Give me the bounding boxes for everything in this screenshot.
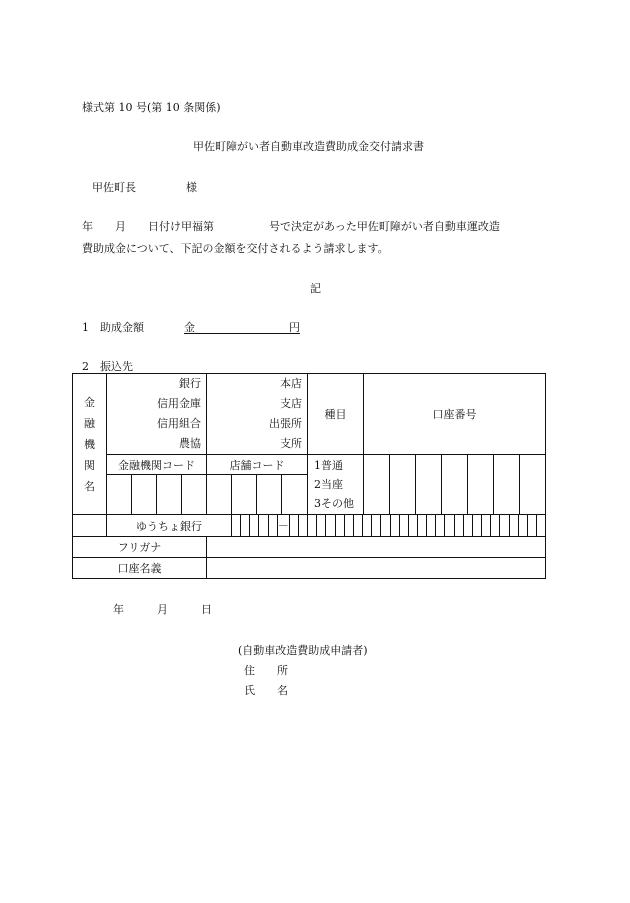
branch-code-digit[interactable] (257, 475, 282, 515)
branch-code-digit[interactable] (207, 475, 232, 515)
grant-amount-kin: 金 (184, 321, 195, 334)
form-number-label: 様式第 10 号(第 10 条関係) (82, 101, 221, 114)
account-number-header: 口座番号 (364, 374, 546, 455)
applicant-label: (自動車改造費助成申請者) (238, 644, 368, 657)
yucho-digit[interactable] (537, 515, 545, 536)
bank-code-digit[interactable] (132, 475, 157, 515)
yucho-digit[interactable] (400, 515, 409, 536)
grant-amount-yen: 円 (289, 321, 300, 334)
side-label-char: 関 (84, 458, 95, 472)
account-number-digit[interactable] (364, 455, 390, 515)
side-label-char: 融 (84, 416, 95, 430)
bank-name-cell[interactable] (107, 374, 207, 455)
yucho-digit[interactable] (354, 515, 363, 536)
account-type-other[interactable]: 3その他 (314, 497, 354, 510)
addressee-honorific: 様 (186, 181, 197, 194)
date-line: 年 月 日 (113, 603, 212, 616)
yucho-digit[interactable] (500, 515, 509, 536)
yucho-digit[interactable] (519, 515, 528, 536)
yucho-digit[interactable] (363, 515, 372, 536)
branch-type-shuchojo: 出張所 (269, 417, 302, 430)
account-number-digit[interactable] (390, 455, 416, 515)
account-name-field[interactable] (207, 558, 546, 579)
branch-type-honten: 本店 (280, 377, 302, 390)
yucho-digit[interactable] (290, 515, 299, 536)
branch-code-label: 店舗コード (207, 455, 308, 475)
yucho-number-cells[interactable] (232, 515, 546, 537)
account-type-options[interactable] (308, 455, 364, 515)
address-label: 住 所 (244, 664, 288, 677)
yucho-bank-label: ゆうちょ銀行 (107, 515, 232, 537)
yucho-digit[interactable] (418, 515, 427, 536)
grant-amount-label: 1 助成金額 (82, 321, 144, 334)
yucho-digit[interactable] (510, 515, 519, 536)
yucho-digit[interactable] (317, 515, 326, 536)
branch-type-shisho: 支所 (280, 437, 302, 450)
bank-account-table (72, 373, 546, 579)
body-text-line-1: 年 月 日付け甲福第 号で決定があった甲佐町障がい者自動車運改造 (82, 220, 500, 233)
yucho-digit[interactable] (473, 515, 482, 536)
account-number-digit[interactable] (520, 455, 546, 515)
yucho-digit[interactable] (436, 515, 445, 536)
yucho-digit[interactable] (427, 515, 436, 536)
ki-heading: 記 (310, 282, 321, 295)
yucho-digit[interactable] (528, 515, 537, 536)
account-type-header: 種目 (308, 374, 364, 455)
transfer-destination-label: 2 振込先 (82, 360, 133, 373)
yucho-number-row (232, 515, 545, 536)
addressee: 甲佐町長 (92, 181, 136, 194)
branch-name-cell[interactable] (207, 374, 308, 455)
yucho-digit[interactable] (232, 515, 241, 536)
furigana-field[interactable] (207, 537, 546, 558)
side-label-char: 金 (84, 395, 95, 409)
yucho-digit[interactable] (372, 515, 381, 536)
bank-type-nokyo: 農協 (179, 437, 201, 450)
account-type-futsu[interactable]: 1普通 (314, 459, 343, 472)
yucho-digit[interactable] (464, 515, 473, 536)
body-text-line-2: 費助成金について、下記の金額を交付されるよう請求します。 (82, 242, 389, 255)
account-name-label: 口座名義 (73, 558, 207, 579)
bank-type-shinkumi: 信用組合 (157, 417, 201, 430)
bank-code-label: 金融機関コード (107, 455, 207, 475)
account-number-digit[interactable] (494, 455, 520, 515)
yucho-digit[interactable] (241, 515, 250, 536)
yucho-digit[interactable] (445, 515, 454, 536)
yucho-digit[interactable] (299, 515, 308, 536)
yucho-digit[interactable] (482, 515, 491, 536)
bank-code-digit[interactable] (157, 475, 182, 515)
yucho-digit[interactable] (269, 515, 278, 536)
bank-type-ginko: 銀行 (179, 377, 201, 390)
yucho-digit[interactable] (250, 515, 259, 536)
branch-type-shiten: 支店 (280, 397, 302, 410)
yucho-digit[interactable] (381, 515, 390, 536)
yucho-digit[interactable] (391, 515, 400, 536)
bank-code-digit[interactable] (107, 475, 132, 515)
bank-code-digit[interactable] (182, 475, 207, 515)
document-title: 甲佐町障がい者自動車改造費助成金交付請求書 (193, 140, 424, 153)
financial-institution-side-label (73, 374, 107, 515)
branch-code-digit[interactable] (232, 475, 257, 515)
yucho-dash: － (278, 515, 290, 536)
bank-type-shinkin: 信用金庫 (157, 397, 201, 410)
grant-amount-field[interactable] (184, 333, 300, 334)
furigana-label: フリガナ (73, 537, 207, 558)
yucho-digit[interactable] (491, 515, 500, 536)
yucho-digit[interactable] (308, 515, 317, 536)
account-number-digit[interactable] (416, 455, 442, 515)
account-type-toza[interactable]: 2当座 (314, 478, 343, 491)
yucho-digit[interactable] (326, 515, 335, 536)
yucho-digit[interactable] (455, 515, 464, 536)
account-number-digit[interactable] (442, 455, 468, 515)
yucho-digit[interactable] (345, 515, 354, 536)
account-number-digit[interactable] (468, 455, 494, 515)
yucho-row-left-blank (73, 515, 107, 537)
yucho-digit[interactable] (259, 515, 268, 536)
side-label-char: 名 (84, 479, 95, 493)
branch-code-digit[interactable] (282, 475, 308, 515)
name-label: 氏 名 (244, 684, 288, 697)
yucho-digit[interactable] (336, 515, 345, 536)
yucho-digit[interactable] (409, 515, 418, 536)
side-label-char: 機 (84, 437, 95, 451)
